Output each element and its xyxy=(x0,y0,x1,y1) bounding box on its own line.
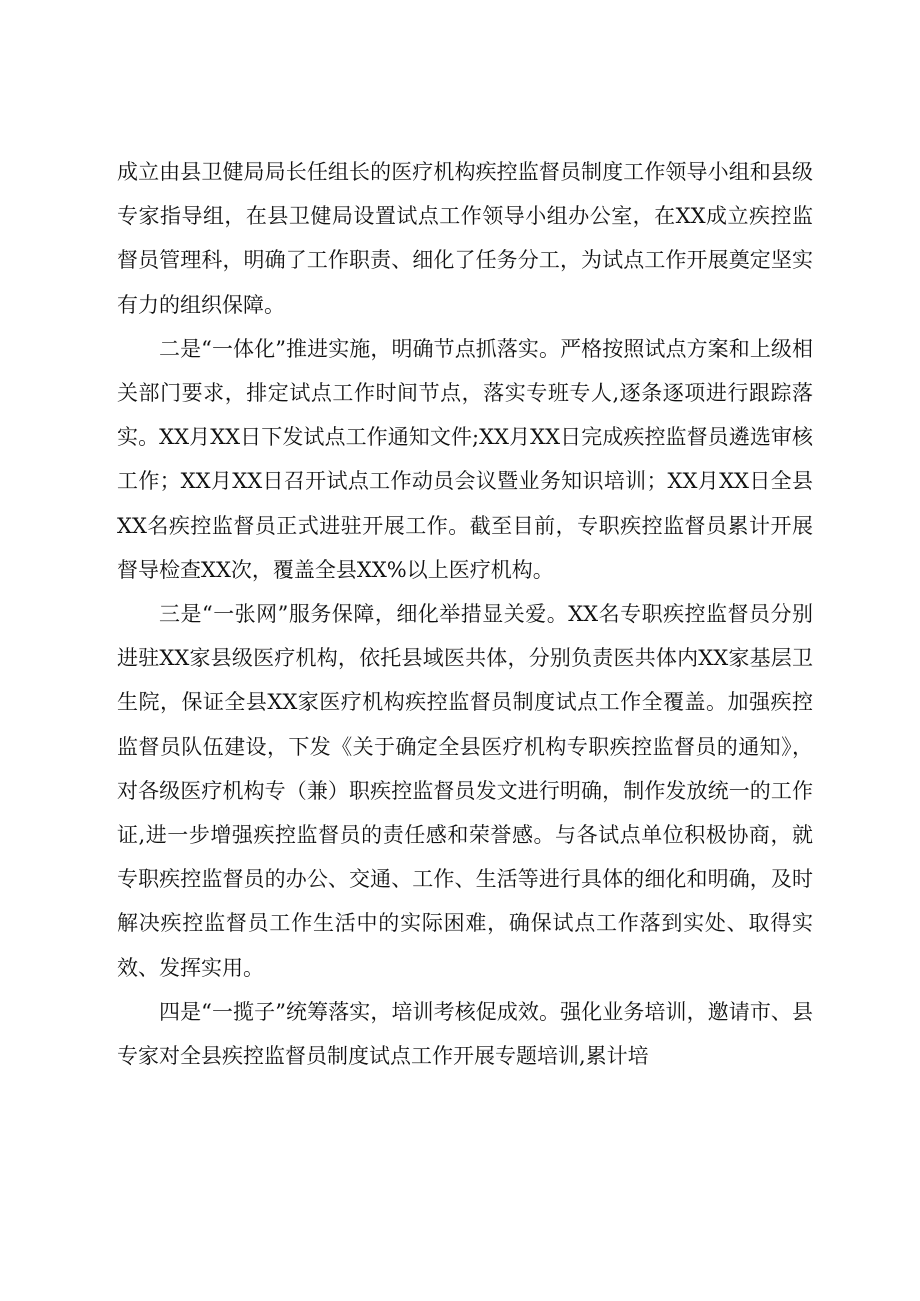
paragraph-training: 四是“一揽子”统筹落实，培训考核促成效。强化业务培训，邀请市、县专家对全县疾控监督员制度试点工作开展专题培训,累计培 xyxy=(117,999,813,1069)
paragraph-service-network: 三是“一张网”服务保障，细化举措显关爱。XX名专职疾控监督员分别进驻XX家县级医疗机构，依托县域医共体，分别负责医共体内XX家基层卫生院，保证全县XX家医疗机构疾控监督员制度试点工作全覆盖。加强疾控监督员队伍建设，下发《关于确定全县医疗机构专职疾控监督员的通知》，对各级医疗机构专（兼）职疾控监督员发文进行明确，制作发放统一的工作证,进一步增强疾控监督员的责任感和荣誉感。与各试点单位积极协商，就专职疾控监督员的办公、交通、工作、生活等进行具体的细化和明确，及时解决疾控监督员工作生活中的实际困难，确保试点工作落到实处、取得实效、发挥实用。 xyxy=(117,602,813,980)
paragraph-integration: 二是“一体化”推进实施，明确节点抓落实。严格按照试点方案和上级相关部门要求，排定试点工作时间节点，落实专班专人,逐条逐项进行跟踪落实。XX月XX日下发试点工作通知文件;XX月XX日完成疾控监督员遴选审核工作；XX月XX日召开试点工作动员会议暨业务知识培训；XX月XX日全县XX名疾控监督员正式进驻开展工作。截至目前，专职疾控监督员累计开展督导检查XX次，覆盖全县XX%以上医疗机构。 xyxy=(117,336,813,582)
paragraph-continuation: 成立由县卫健局局长任组长的医疗机构疾控监督员制度工作领导小组和县级专家指导组，在县卫健局设置试点工作领导小组办公室，在XX成立疾控监督员管理科，明确了工作职责、细化了任务分工，为试点工作开展奠定坚实有力的组织保障。 xyxy=(117,160,813,317)
document-body xyxy=(117,150,813,1078)
